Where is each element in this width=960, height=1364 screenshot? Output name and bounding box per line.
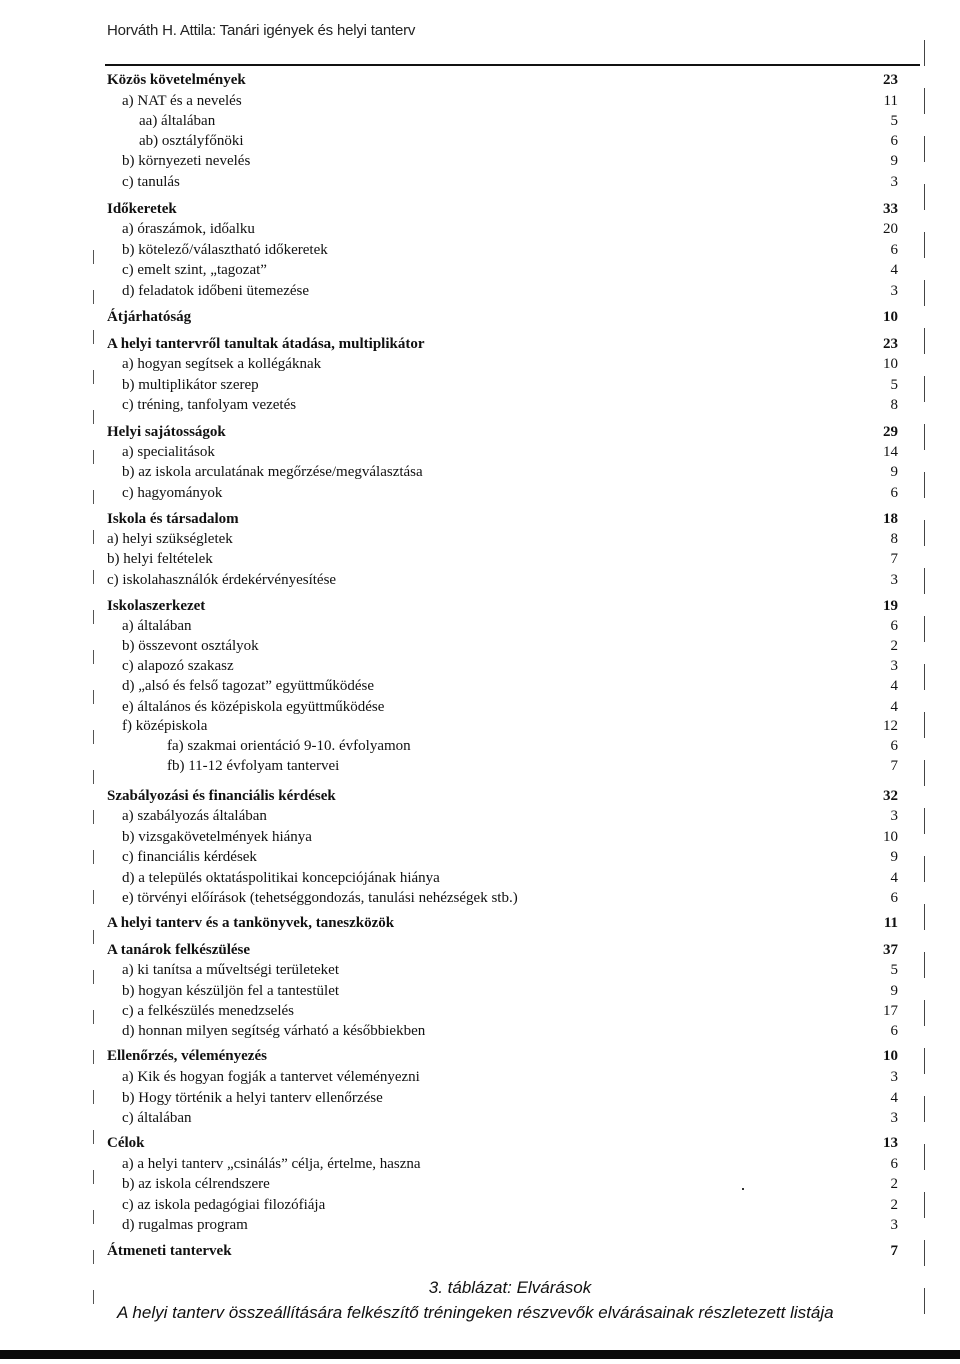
section-heading-label: Szabályozási és financiális kérdések xyxy=(107,788,336,804)
item-row xyxy=(0,888,960,908)
item-row xyxy=(0,716,960,736)
section-heading-row xyxy=(0,199,960,219)
response-count: 4 xyxy=(890,1090,898,1106)
response-count: 3 xyxy=(890,1069,898,1085)
response-count: 6 xyxy=(890,618,898,634)
item-label: e) általános és középiskola együttműködése xyxy=(122,699,385,715)
item-label: c) iskolahasználók érdekérvényesítése xyxy=(107,572,337,588)
response-count: 6 xyxy=(890,1156,898,1172)
section-heading-label: Célok xyxy=(107,1135,145,1151)
item-label: d) honnan milyen segítség várható a későbbiekben xyxy=(122,1023,426,1039)
item-row xyxy=(0,1108,960,1128)
item-label: ab) osztályfőnöki xyxy=(139,133,244,149)
response-count: 32 xyxy=(883,788,898,804)
item-label: a) hogyan segítsek a kollégáknak xyxy=(122,356,322,372)
item-row xyxy=(0,1021,960,1041)
table-caption-description: A helyi tanterv összeállítására felkészítő tréningeken részvevők elvárásainak részletezett listája xyxy=(117,1303,834,1322)
item-label: b) az iskola arculatának megőrzése/megválasztása xyxy=(122,464,423,480)
item-label: a) a helyi tanterv „csinálás” célja, értelme, haszna xyxy=(122,1156,421,1172)
item-label: c) hagyományok xyxy=(122,485,223,501)
item-row xyxy=(0,847,960,867)
response-count: 8 xyxy=(890,397,898,413)
section-heading-label: A helyi tantervről tanultak átadása, multiplikátor xyxy=(107,336,425,352)
response-count: 3 xyxy=(890,658,898,674)
item-label: c) financiális kérdések xyxy=(122,849,257,865)
section-heading-label: Helyi sajátosságok xyxy=(107,424,226,440)
response-count: 19 xyxy=(883,598,898,614)
section-heading-row xyxy=(0,913,960,933)
header-rule xyxy=(105,64,920,66)
section-heading-row xyxy=(0,70,960,90)
section-heading-row xyxy=(0,422,960,442)
response-count: 6 xyxy=(890,242,898,258)
response-count: 5 xyxy=(890,113,898,129)
item-label: a) szabályozás általában xyxy=(122,808,267,824)
response-count: 8 xyxy=(890,531,898,547)
section-heading-row xyxy=(0,786,960,806)
response-count: 3 xyxy=(890,1217,898,1233)
item-row xyxy=(0,483,960,503)
item-label: b) az iskola célrendszere xyxy=(122,1176,270,1192)
item-label: b) kötelező/választható időkeretek xyxy=(122,242,328,258)
item-label: b) helyi feltételek xyxy=(107,551,213,567)
item-row xyxy=(0,636,960,656)
section-heading-label: Iskola és társadalom xyxy=(107,511,239,527)
response-count: 18 xyxy=(883,511,898,527)
section-heading-label: Átmeneti tantervek xyxy=(107,1243,232,1259)
response-count: 9 xyxy=(890,983,898,999)
item-label: b) vizsgakövetelmények hiánya xyxy=(122,829,312,845)
response-count: 6 xyxy=(890,1023,898,1039)
response-count: 2 xyxy=(890,638,898,654)
response-count: 2 xyxy=(890,1176,898,1192)
bottom-rule xyxy=(0,1350,960,1359)
response-count: 4 xyxy=(890,870,898,886)
response-count: 13 xyxy=(883,1135,898,1151)
item-row xyxy=(0,756,960,776)
item-label: a) általában xyxy=(122,618,192,634)
item-label: a) NAT és a nevelés xyxy=(122,93,242,109)
item-row xyxy=(0,395,960,415)
section-heading-row xyxy=(0,509,960,529)
item-row xyxy=(0,151,960,171)
item-row xyxy=(0,1088,960,1108)
item-row xyxy=(0,260,960,280)
section-heading-label: A helyi tanterv és a tankönyvek, taneszközök xyxy=(107,915,395,931)
response-count: 10 xyxy=(883,1048,898,1064)
response-count: 23 xyxy=(883,336,898,352)
section-heading-row xyxy=(0,1046,960,1066)
response-count: 2 xyxy=(890,1197,898,1213)
response-count: 9 xyxy=(890,849,898,865)
response-count: 17 xyxy=(883,1003,898,1019)
item-row xyxy=(0,529,960,549)
response-count: 23 xyxy=(883,72,898,88)
response-count: 10 xyxy=(883,829,898,845)
item-row xyxy=(0,172,960,192)
item-label: b) multiplikátor szerep xyxy=(122,377,259,393)
item-label: c) a felkészülés menedzselés xyxy=(122,1003,294,1019)
response-count: 11 xyxy=(883,915,898,931)
response-count: 9 xyxy=(890,464,898,480)
response-count: 10 xyxy=(883,356,898,372)
item-row xyxy=(0,827,960,847)
item-row xyxy=(0,111,960,131)
item-row xyxy=(0,281,960,301)
item-row xyxy=(0,240,960,260)
response-count: 5 xyxy=(890,377,898,393)
item-label: aa) általában xyxy=(139,113,216,129)
item-row xyxy=(0,960,960,980)
item-label: f) középiskola xyxy=(122,718,208,734)
item-label: b) összevont osztályok xyxy=(122,638,259,654)
item-row xyxy=(0,981,960,1001)
item-label: b) környezeti nevelés xyxy=(122,153,251,169)
response-count: 6 xyxy=(890,133,898,149)
response-count: 37 xyxy=(883,942,898,958)
item-row xyxy=(0,1195,960,1215)
item-row xyxy=(0,1067,960,1087)
section-heading-label: Közös követelmények xyxy=(107,72,246,88)
item-row xyxy=(0,1154,960,1174)
item-row xyxy=(0,549,960,569)
scan-speck xyxy=(742,1188,744,1190)
item-row xyxy=(0,656,960,676)
item-label: d) feladatok időbeni ütemezése xyxy=(122,283,310,299)
item-row xyxy=(0,806,960,826)
item-row xyxy=(0,736,960,756)
response-count: 3 xyxy=(890,283,898,299)
item-label: a) óraszámok, időalku xyxy=(122,221,255,237)
response-count: 6 xyxy=(890,485,898,501)
response-count: 12 xyxy=(883,718,898,734)
response-count: 10 xyxy=(883,309,898,325)
item-label: c) emelt szint, „tagozat” xyxy=(122,262,267,278)
item-row xyxy=(0,375,960,395)
response-count: 3 xyxy=(890,572,898,588)
item-label: b) hogyan készüljön fel a tantestület xyxy=(122,983,340,999)
response-count: 11 xyxy=(883,93,898,109)
response-count: 4 xyxy=(890,699,898,715)
item-label: c) az iskola pedagógiai filozófiája xyxy=(122,1197,326,1213)
response-count: 3 xyxy=(890,808,898,824)
section-heading-row xyxy=(0,307,960,327)
item-row xyxy=(0,219,960,239)
response-count: 4 xyxy=(890,262,898,278)
section-heading-row xyxy=(0,1241,960,1261)
item-row xyxy=(0,676,960,696)
response-count: 6 xyxy=(890,738,898,754)
item-label: c) alapozó szakasz xyxy=(122,658,234,674)
section-heading-row xyxy=(0,940,960,960)
section-heading-row xyxy=(0,1133,960,1153)
item-label: fb) 11-12 évfolyam tantervei xyxy=(167,758,340,774)
response-count: 7 xyxy=(890,758,898,774)
item-label: d) rugalmas program xyxy=(122,1217,248,1233)
section-heading-label: Átjárhatóság xyxy=(107,309,192,325)
item-label: a) Kik és hogyan fogják a tantervet véleményezni xyxy=(122,1069,420,1085)
item-row xyxy=(0,868,960,888)
response-count: 9 xyxy=(890,153,898,169)
item-label: a) ki tanítsa a műveltségi területeket xyxy=(122,962,340,978)
response-count: 3 xyxy=(890,1110,898,1126)
item-label: b) Hogy történik a helyi tanterv ellenőrzése xyxy=(122,1090,383,1106)
item-label: fa) szakmai orientáció 9-10. évfolyamon xyxy=(167,738,411,754)
item-row xyxy=(0,442,960,462)
item-row xyxy=(0,131,960,151)
running-header: Horváth H. Attila: Tanári igények és helyi tanterv xyxy=(107,22,416,39)
response-count: 20 xyxy=(883,221,898,237)
response-count: 14 xyxy=(883,444,898,460)
item-row xyxy=(0,616,960,636)
section-heading-label: Iskolaszerkezet xyxy=(107,598,206,614)
section-heading-row xyxy=(0,596,960,616)
section-heading-label: Ellenőrzés, véleményezés xyxy=(107,1048,267,1064)
item-row xyxy=(0,462,960,482)
item-label: a) specialitások xyxy=(122,444,215,460)
item-row xyxy=(0,1001,960,1021)
item-label: a) helyi szükségletek xyxy=(107,531,233,547)
response-count: 7 xyxy=(890,551,898,567)
item-row xyxy=(0,570,960,590)
item-row xyxy=(0,697,960,717)
response-count: 3 xyxy=(890,174,898,190)
section-heading-row xyxy=(0,334,960,354)
item-row xyxy=(0,354,960,374)
item-label: c) tréning, tanfolyam vezetés xyxy=(122,397,297,413)
table-caption: 3. táblázat: Elvárások xyxy=(428,1278,592,1297)
item-label: d) a település oktatáspolitikai koncepciójának hiánya xyxy=(122,870,440,886)
response-count: 6 xyxy=(890,890,898,906)
response-count: 4 xyxy=(890,678,898,694)
item-label: c) általában xyxy=(122,1110,192,1126)
section-heading-label: Időkeretek xyxy=(107,201,177,217)
item-row xyxy=(0,1174,960,1194)
item-row xyxy=(0,1215,960,1235)
item-label: c) tanulás xyxy=(122,174,180,190)
item-label: e) törvényi előírások (tehetséggondozás, tanulási nehézségek stb.) xyxy=(122,890,518,906)
response-count: 7 xyxy=(890,1243,898,1259)
section-heading-label: A tanárok felkészülése xyxy=(107,942,251,958)
response-count: 29 xyxy=(883,424,898,440)
item-label: d) „alsó és felső tagozat” együttműködése xyxy=(122,678,374,694)
response-count: 5 xyxy=(890,962,898,978)
item-row xyxy=(0,91,960,111)
response-count: 33 xyxy=(883,201,898,217)
